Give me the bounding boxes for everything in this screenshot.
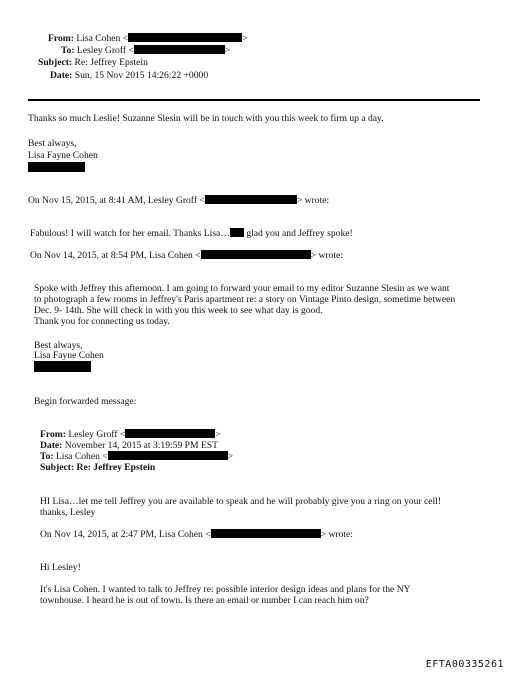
document-id: EFTA00335261 <box>425 659 504 670</box>
redaction-bar <box>211 529 321 538</box>
redaction-bar <box>34 361 91 372</box>
forward-subject: Subject: Re: Jeffrey Epstein <box>40 462 156 473</box>
forward-date: Date: November 14, 2015 at 3:19:59 PM EST <box>40 440 219 451</box>
quote-greeting: Hi Lesley! <box>40 562 81 573</box>
redaction-bar <box>128 33 242 42</box>
message-body: Thanks so much Leslie! Suzanne Slesin will be in touch with you this week to firm up a day. <box>28 113 384 124</box>
header-date: Date: Sun, 15 Nov 2015 14:26:22 +0000 <box>50 70 209 81</box>
quote-line: to photograph a few rooms in Jeffrey's Paris apartment re: a story on Vintage Pinto design, sometime between <box>34 294 456 305</box>
header-divider <box>28 99 480 101</box>
signature: Lisa Fayne Cohen <box>34 350 104 361</box>
forward-to: To: Lisa Cohen < > <box>40 451 234 462</box>
header-from: From: Lisa Cohen < > <box>48 33 248 44</box>
closing: Best always, <box>28 138 77 149</box>
quote-intro: On Nov 14, 2015, at 8:54 PM, Lisa Cohen < > wrote: <box>30 250 343 261</box>
quote-intro: On Nov 14, 2015, at 2:47 PM, Lisa Cohen < > wrote: <box>40 529 353 540</box>
closing: Best always, <box>34 340 83 351</box>
redaction-bar <box>134 45 225 54</box>
quote-line: It's Lisa Cohen. I wanted to talk to Jeffrey re: possible interior design ideas and plans for the NY <box>40 584 411 595</box>
redaction-bar <box>201 250 311 259</box>
quote-intro: On Nov 15, 2015, at 8:41 AM, Lesley Groff < > wrote: <box>28 195 330 206</box>
redaction-bar <box>108 451 228 460</box>
forward-body-line: HI Lisa…let me tell Jeffrey you are available to speak and he will probably give you a ring on your cell! <box>40 496 442 507</box>
redaction-bar <box>205 195 297 204</box>
quote-line: Spoke with Jeffrey this afternoon. I am going to forward your email to my editor Suzanne Slesin as we want <box>34 283 450 294</box>
forward-body-line: thanks, Lesley <box>40 507 96 518</box>
quote-line: Thank you for connecting us today. <box>34 316 170 327</box>
quote-line: Dec. 9- 14th. She will check in with you this week to see what day is good. <box>34 305 323 316</box>
forward-from: From: Lesley Groff < > <box>40 429 221 440</box>
signature: Lisa Fayne Cohen <box>28 150 98 161</box>
quote-body: Fabulous! I will watch for her email. Thanks Lisa… glad you and Jeffrey spoke! <box>30 228 353 239</box>
header-subject: Subject: Re: Jeffrey Epstein <box>38 57 148 68</box>
redaction-bar <box>230 228 244 237</box>
header-to: To: Lesley Groff < > <box>61 45 231 56</box>
quote-line: townhouse. I heard he is out of town. Is there an email or number I can reach him on? <box>40 595 369 606</box>
redaction-bar <box>125 429 215 438</box>
forward-heading: Begin forwarded message: <box>34 396 137 407</box>
redaction-bar <box>28 162 85 172</box>
